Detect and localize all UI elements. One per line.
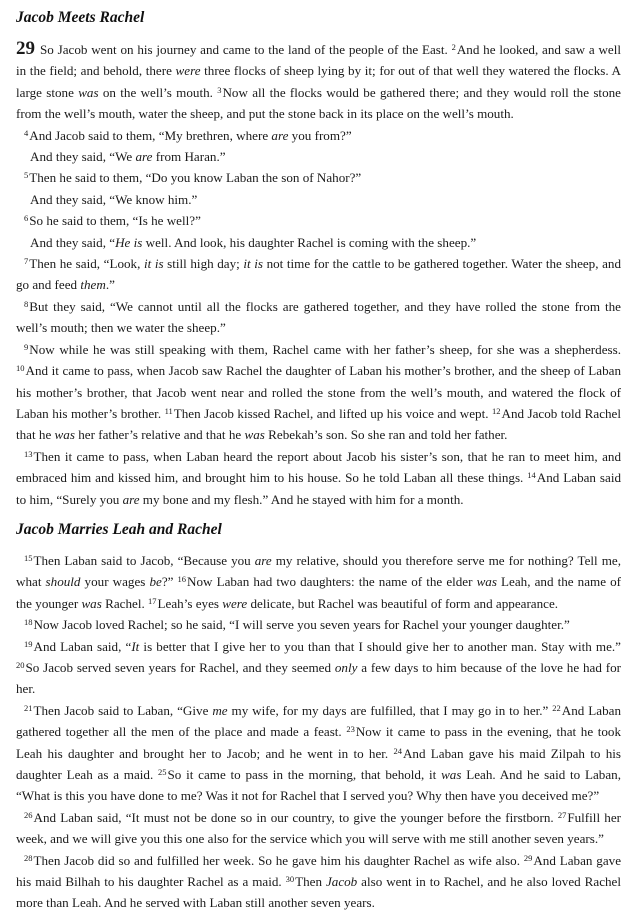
verse-text: And Laban gathered together all the men of the place and made a feast. bbox=[16, 702, 621, 740]
verse-number: 4 bbox=[24, 127, 29, 138]
italic-text: was bbox=[476, 574, 497, 590]
verse-text: Leah. And he said to Laban, “What is this you have done to me? Was it not for Rachel that I served you? Why then have you deceived me?” bbox=[16, 767, 621, 804]
verse-number: 13 bbox=[24, 448, 33, 459]
italic-text: are bbox=[135, 149, 153, 165]
verse-text: And they said, “We know him.” bbox=[30, 191, 198, 207]
verse-paragraph bbox=[16, 296, 621, 339]
verse-paragraph bbox=[16, 550, 621, 614]
verse-text: also went in to Rachel, and he also loved Rachel more than Leah. And he served with Laban still another seven years. bbox=[16, 874, 621, 911]
verse-text: Then Laban said to Jacob, “Because you bbox=[33, 552, 255, 568]
italic-text: be bbox=[149, 574, 162, 590]
verse-text: So he said to them, “Is he well?” bbox=[29, 213, 201, 229]
verse-text: But they said, “We cannot until all the flocks are gathered together, and they have rolled the stone from the well’s mouth; then we water the sheep.” bbox=[16, 298, 621, 336]
italic-text: are bbox=[122, 491, 140, 507]
verse-text: And he looked, and saw a well in the field; and behold, there bbox=[16, 42, 621, 79]
verse-text: And Jacob told Rachel that he bbox=[16, 405, 621, 443]
verse-text: .” bbox=[105, 277, 115, 293]
verse-text: And Laban said, “ bbox=[33, 638, 132, 654]
verse-text: Rebekah’s son. So she ran and told her father. bbox=[264, 427, 508, 443]
verse-text: well. And look, his daughter Rachel is coming with the sheep.” bbox=[142, 234, 477, 250]
italic-text: were bbox=[175, 63, 201, 79]
section-body bbox=[16, 550, 621, 914]
verse-text: is better that I give her to you than that I should give her to another man. Stay with me.” bbox=[139, 638, 621, 654]
italic-text: was bbox=[81, 595, 102, 611]
verse-number: 11 bbox=[164, 405, 173, 416]
verse-text: Then he said, “Look, bbox=[29, 256, 144, 272]
verse-text: from Haran.” bbox=[152, 149, 226, 165]
verse-paragraph bbox=[16, 232, 621, 253]
verse-text: And Laban gave his maid Zilpah to his daughter Leah as a maid. bbox=[16, 745, 621, 782]
verse-number: 25 bbox=[158, 767, 167, 777]
verse-number: 20 bbox=[16, 659, 25, 670]
italic-text: me bbox=[212, 702, 228, 718]
verse-text: So Jacob served seven years for Rachel, and they seemed bbox=[25, 659, 335, 675]
verse-text: And it came to pass, when Jacob saw Rachel the daughter of Laban his mother’s brother, and the sheep of Laban his mother’s brother, that Jacob went near and rolled the stone from the well’s mouth, and watered the flock of Laban his mother’s brother. bbox=[16, 363, 621, 421]
verse-number: 6 bbox=[24, 213, 29, 224]
verse-paragraph bbox=[16, 210, 621, 231]
verse-text: Rachel. bbox=[101, 595, 149, 611]
italic-text: it is bbox=[143, 256, 164, 272]
verse-text: ?” bbox=[161, 574, 178, 590]
verse-text: your wages bbox=[80, 574, 150, 590]
italic-text: was bbox=[441, 767, 462, 782]
verse-number: 24 bbox=[393, 745, 402, 756]
italic-text: Jacob bbox=[325, 874, 358, 890]
italic-text: was bbox=[244, 427, 265, 443]
verse-paragraph bbox=[16, 146, 621, 167]
verse-text: three flocks of sheep lying by it; for out of that well they watered the flocks. A large stone bbox=[16, 63, 621, 100]
verse-paragraph bbox=[16, 807, 621, 850]
verse-number: 3 bbox=[217, 84, 222, 95]
verse-paragraph bbox=[16, 125, 621, 146]
verse-text: Fulfill her week, and we will give you this one also for the service which you will serve with me still another seven years.” bbox=[16, 809, 622, 847]
verse-number: 22 bbox=[552, 702, 561, 713]
italic-text: them bbox=[80, 277, 106, 293]
verse-text: my wife, for my days are fulfilled, that I may go in to her.” bbox=[227, 702, 553, 718]
verse-text: her father’s relative and that he bbox=[74, 427, 245, 443]
verse-number: 16 bbox=[177, 574, 187, 585]
verse-text: my bone and my flesh.” And he stayed with him for a month. bbox=[139, 491, 464, 507]
verse-text: So it came to pass in the morning, that behold, it bbox=[167, 767, 442, 782]
verse-number: 27 bbox=[557, 809, 567, 820]
verse-text: And they said, “ bbox=[30, 234, 116, 250]
verse-paragraph bbox=[16, 636, 621, 700]
italic-text: it is bbox=[243, 256, 263, 272]
verse-number: 21 bbox=[24, 702, 33, 713]
verse-text: Now while he was still speaking with them, Rachel came with her father’s sheep, for she was a shepherdess. bbox=[29, 341, 621, 357]
verse-number: 28 bbox=[24, 852, 33, 863]
verse-text: Then Jacob said to Laban, “Give bbox=[33, 702, 213, 718]
verse-paragraph bbox=[16, 700, 621, 807]
verse-text: Now it came to pass in the evening, that he took Leah his daughter and brought her to Jacob; and he went in to her. bbox=[16, 724, 622, 761]
verse-text: And they said, “We bbox=[30, 149, 136, 165]
verse-text: Leah’s eyes bbox=[157, 595, 223, 611]
section-jacob-marries-leah-and-rachel bbox=[16, 518, 621, 914]
verse-text: And Laban said to him, “Surely you bbox=[16, 470, 621, 507]
verse-text: Then bbox=[295, 874, 326, 890]
section-jacob-meets-rachel bbox=[16, 6, 621, 510]
italic-text: was bbox=[78, 84, 99, 100]
italic-text: were bbox=[222, 595, 248, 611]
verse-text: not time for the cattle to be gathered together. Water the sheep, and go and feed bbox=[16, 256, 622, 293]
verse-number: 12 bbox=[491, 405, 501, 416]
verse-text: Now Jacob loved Rachel; so he said, “I will serve you seven years for Rachel your younger daughter.” bbox=[33, 617, 570, 633]
verse-text: Then Jacob kissed Rachel, and lifted up his voice and wept. bbox=[173, 405, 492, 421]
verse-number: 17 bbox=[148, 595, 157, 606]
verse-text: So Jacob went on his journey and came to the land of the people of the East. bbox=[40, 42, 452, 57]
verse-text: a few days to him because of the love he had for her. bbox=[16, 659, 621, 697]
verse-text: Then it came to pass, when Laban heard the report about Jacob his sister’s son, that he ran to meet him, and embraced him and kissed him, and brought him to his house. So he told Laban all these things. bbox=[16, 448, 621, 486]
verse-text: And Jacob said to them, “My brethren, where bbox=[29, 127, 272, 143]
italic-text: only bbox=[334, 659, 358, 675]
verse-text: Now all the flocks would be gathered there; and they would roll the stone from the well’s mouth, water the sheep, and put the stone back in its place on the well’s mouth. bbox=[16, 84, 621, 122]
verse-text: Now Laban had two daughters: the name of the elder bbox=[187, 574, 477, 590]
verse-number: 9 bbox=[24, 341, 29, 352]
verse-number: 14 bbox=[527, 470, 536, 481]
italic-text: are bbox=[271, 127, 289, 143]
italic-text: He is bbox=[115, 234, 143, 250]
verse-text: still high day; bbox=[163, 256, 244, 272]
verse-number: 19 bbox=[24, 638, 33, 649]
verse-paragraph bbox=[16, 189, 621, 210]
verse-number: 26 bbox=[24, 809, 33, 820]
verse-number: 7 bbox=[24, 256, 29, 267]
verse-number: 23 bbox=[346, 724, 355, 735]
verse-number: 2 bbox=[451, 42, 456, 52]
verse-number: 15 bbox=[24, 552, 33, 563]
italic-text: are bbox=[254, 552, 272, 568]
italic-text: It bbox=[131, 638, 140, 654]
verse-number: 30 bbox=[285, 874, 295, 885]
section-body bbox=[16, 38, 621, 510]
verse-number: 29 bbox=[523, 852, 533, 863]
verse-text: you from?” bbox=[288, 127, 352, 143]
verse-number: 8 bbox=[24, 298, 29, 309]
verse-paragraph bbox=[16, 253, 621, 296]
verse-paragraph bbox=[16, 167, 621, 188]
italic-text: should bbox=[45, 574, 81, 590]
verse-text: delicate, but Rachel was beautiful of form and appearance. bbox=[247, 595, 559, 611]
verse-text: And Laban said, “It must not be done so in our country, to give the younger before the firstborn. bbox=[33, 809, 558, 825]
verse-number: 5 bbox=[24, 170, 29, 181]
section-heading: Jacob Marries Leah and Rachel bbox=[16, 520, 222, 538]
verse-paragraph bbox=[16, 446, 621, 510]
verse-text: Leah, and the name of the younger bbox=[16, 574, 622, 611]
verse-number: 18 bbox=[24, 617, 33, 628]
verse-text: on the well’s mouth. bbox=[98, 84, 218, 100]
verse-number: 10 bbox=[16, 363, 25, 374]
verse-paragraph bbox=[16, 339, 621, 446]
verse-paragraph bbox=[16, 38, 621, 125]
verse-paragraph bbox=[16, 614, 621, 635]
verse-text: my relative, should you therefore serve me for nothing? Tell me, what bbox=[16, 552, 621, 590]
verse-text: Then he said to them, “Do you know Laban the son of Nahor?” bbox=[29, 170, 362, 186]
chapter-number: 29 bbox=[16, 38, 35, 59]
italic-text: was bbox=[54, 427, 75, 443]
verse-text: And Laban gave his maid Bilhah to his daughter Rachel as a maid. bbox=[16, 852, 622, 890]
verse-paragraph bbox=[16, 850, 621, 914]
verse-text: Then Jacob did so and fulfilled her week. So he gave him his daughter Rachel as wife also. bbox=[33, 852, 524, 868]
section-heading: Jacob Meets Rachel bbox=[16, 9, 145, 26]
